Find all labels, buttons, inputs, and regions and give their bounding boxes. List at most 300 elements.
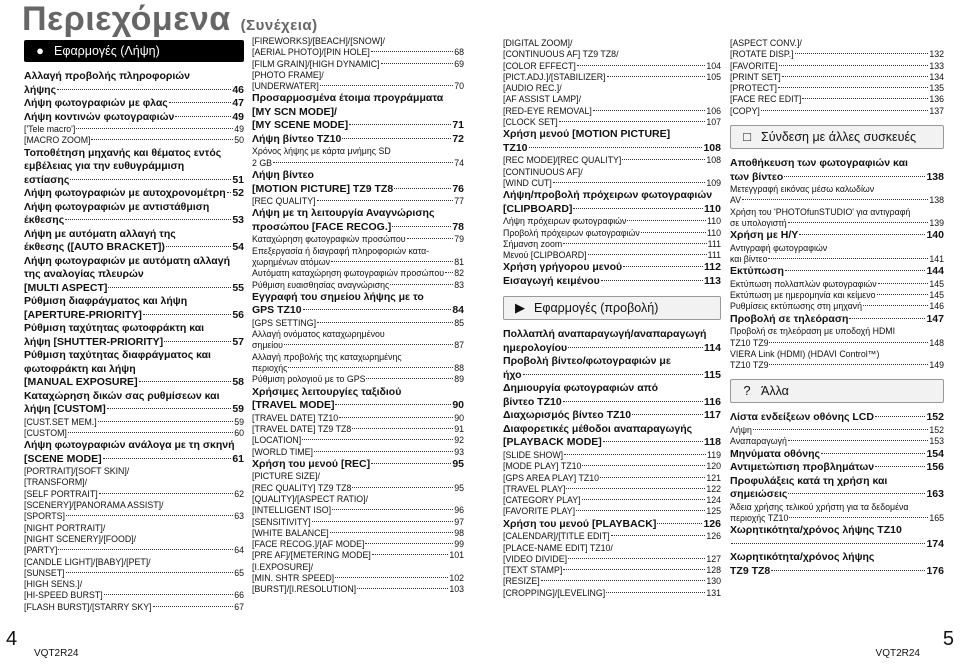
toc-entry: [730, 502, 944, 513]
dot-leader: [390, 284, 453, 285]
dot-leader: [563, 569, 705, 570]
toc-page-number: 131: [706, 587, 721, 598]
toc-page-number: 49: [232, 110, 244, 123]
dot-leader: [799, 234, 925, 235]
toc-entry-text: Λήψη φωτογραφιών με αντιστάθμιση: [24, 200, 210, 213]
toc-entry-text: σημείου: [252, 340, 283, 351]
toc-page-number: 74: [454, 157, 464, 168]
toc-page-number: 102: [449, 573, 464, 583]
toc-entry: [252, 340, 464, 351]
toc-entry-text: Τοποθέτηση μηχανής και θέματος εντός: [24, 146, 222, 159]
toc-entry-text: [PRE AF]/[METERING MODE]: [252, 550, 371, 561]
dot-leader: [335, 577, 448, 578]
toc-page-number: 110: [706, 227, 721, 238]
toc-entry: [252, 169, 464, 183]
toc-entry-text: Λήψη βίντεο: [252, 169, 314, 182]
toc-entry: [503, 423, 721, 437]
dot-leader: [312, 521, 454, 522]
toc-entry: [24, 124, 244, 135]
toc-entry-text: [CUSTOM]: [24, 427, 67, 438]
toc-entry-text: [GPS SETTING]: [252, 317, 317, 328]
dot-leader: [607, 76, 706, 77]
dot-leader: [302, 439, 453, 440]
dot-leader: [778, 87, 928, 88]
toc-entry: [252, 494, 464, 505]
toc-entry-text: [INTELLIGENT ISO]: [252, 505, 332, 516]
toc-entry: [252, 92, 464, 106]
toc-entry: [252, 268, 464, 279]
toc-entry: [24, 295, 244, 309]
toc-page-number: 127: [706, 553, 721, 564]
toc-entry: [503, 61, 721, 72]
dot-leader: [769, 342, 928, 343]
toc-page-number: 110: [706, 216, 721, 227]
section-header-recording: ● Εφαρμογές (Λήψη): [24, 40, 244, 62]
dot-leader: [632, 414, 703, 415]
toc-entry-text: Καταχώρηση δικών σας ρυθμίσεων και: [24, 389, 220, 402]
toc-entry: [24, 590, 244, 601]
toc-entry: [24, 135, 244, 146]
toc-entry-text: Ρυθμίσεις εκτύπωσης στη μηχανή: [730, 301, 862, 312]
dot-leader: [577, 65, 705, 66]
toc-entry-text: ήχο: [503, 368, 522, 381]
toc-entry-text: [MOTION PICTURE] TZ9 TZ8: [252, 182, 394, 195]
toc-entry-text: Λήψη κοντινών φωτογραφιών: [24, 110, 175, 123]
dot-leader: [153, 606, 234, 607]
toc-list: [730, 157, 944, 371]
dot-leader: [582, 465, 705, 466]
toc-entry-text: TZ9 TZ8: [730, 564, 771, 577]
toc-entry: [730, 243, 944, 254]
dot-leader: [627, 220, 706, 221]
dot-leader: [789, 517, 928, 518]
dot-leader: [601, 280, 703, 281]
toc-entry: [24, 579, 244, 590]
toc-entry-text: [WHITE BALANCE]: [252, 527, 329, 538]
toc-entry: [24, 174, 244, 188]
toc-entry-text: [MY SCN MODE]/: [252, 105, 337, 118]
toc-page-number: 135: [929, 83, 944, 94]
toc-page-number: 130: [706, 576, 721, 587]
toc-entry-text: TZ10 TZ9: [730, 360, 769, 371]
toc-page-number: 84: [452, 304, 464, 317]
toc-entry: [252, 196, 464, 207]
toc-entry: [24, 376, 244, 390]
toc-entry-text: [PORTRAIT]/[SOFT SKIN]/: [24, 466, 130, 477]
dot-leader: [175, 116, 231, 117]
toc-entry-text: [I.EXPOSURE]/: [252, 561, 314, 572]
toc-page-number: 136: [929, 94, 944, 105]
toc-entry-text: των βίντεο: [730, 170, 784, 183]
toc-entry-text: [PRINT SET]: [730, 71, 781, 82]
toc-entry-text: [PLAYBACK MODE]: [503, 436, 602, 449]
toc-entry: [252, 106, 464, 120]
dot-leader: [371, 463, 451, 464]
toc-entry: [24, 511, 244, 522]
dot-leader: [523, 374, 704, 375]
dot-leader: [108, 287, 231, 288]
dot-leader: [657, 523, 702, 524]
toc-entry-text: [SUNSET]: [24, 567, 65, 578]
toc-entry-text: έκθεσης ([AUTO BRACKET]): [24, 241, 165, 254]
dot-leader: [863, 305, 928, 306]
dot-leader: [563, 401, 703, 402]
toc-page-number: 140: [926, 229, 944, 242]
toc-entry: [503, 588, 721, 599]
toc-entry: [24, 403, 244, 417]
toc-entry-text: Λήψη βίντεο TZ10: [252, 132, 342, 145]
toc-entry: [24, 322, 244, 336]
toc-entry: [730, 157, 944, 171]
dot-leader: [365, 543, 453, 544]
toc-entry-text: [SPORTS]: [24, 511, 65, 522]
dot-leader: [164, 341, 231, 342]
toc-entry-text: [SELF PORTRAIT]: [24, 488, 98, 499]
toc-entry: [24, 268, 244, 282]
dot-leader: [273, 162, 453, 163]
toc-entry-text: Ρύθμιση διαφράγματος και λήψη: [24, 295, 188, 308]
toc-page-number: 126: [706, 531, 721, 542]
toc-entry: [730, 448, 944, 462]
toc-entry: [503, 189, 721, 203]
toc-page-number: 55: [232, 281, 244, 294]
toc-entry: [730, 83, 944, 94]
dot-leader: [582, 499, 706, 500]
toc-entry-text: AV: [730, 195, 742, 206]
toc-entry-text: [COPY]: [730, 105, 760, 116]
toc-entry-text: [CALENDAR]/[TITLE EDIT]: [503, 531, 610, 542]
dot-leader: [559, 121, 706, 122]
dot-leader: [58, 549, 233, 550]
toc-entry-text: Χωρητικότητα/χρόνος λήψης: [730, 551, 875, 564]
toc-entry: [503, 250, 721, 261]
toc-list: [252, 36, 464, 596]
toc-entry-text: [CUST.SET MEM.]: [24, 416, 97, 427]
dot-leader: [76, 128, 233, 129]
dot-leader: [366, 378, 453, 379]
toc-entry: [252, 352, 464, 363]
toc-entry-text: [UNDERWATER]: [252, 81, 319, 92]
dot-leader: [57, 89, 231, 90]
toc-page-number: 57: [232, 335, 244, 348]
toc-entry: [24, 336, 244, 350]
toc-entry: [252, 399, 464, 413]
toc-entry-text: [PARTY]: [24, 545, 58, 556]
dot-leader: [68, 432, 233, 433]
toc-entry-text: Λίστα ενδείξεων οθόνης LCD: [730, 411, 874, 424]
toc-entry-text: [REC QUALITY]: [252, 196, 316, 207]
toc-entry: [252, 234, 464, 245]
dot-leader: [445, 272, 453, 273]
toc-entry: [252, 70, 464, 81]
toc-entry-text: περιοχής TZ10: [730, 512, 789, 523]
dot-leader: [66, 572, 234, 573]
toc-entry-text: [FIREWORKS]/[BEACH]/[SNOW]/: [252, 36, 385, 46]
dot-leader: [606, 592, 705, 593]
dot-leader: [352, 487, 453, 488]
dot-leader: [107, 408, 232, 409]
dot-leader: [779, 65, 929, 66]
toc-page-number: 118: [704, 436, 721, 449]
toc-entry: [730, 513, 944, 524]
toc-entry-text: λήψη [CUSTOM]: [24, 403, 106, 416]
toc-entry-text: [WORLD TIME]: [252, 446, 313, 457]
toc-page-number: 138: [929, 195, 944, 206]
toc-entry: [730, 565, 944, 579]
dot-leader: [394, 188, 451, 189]
toc-entry: [252, 280, 464, 291]
toc-page-number: 141: [929, 254, 944, 265]
toc-entry-text: εμβέλειας για την ευθυγράμμιση: [24, 160, 185, 173]
dot-leader: [600, 477, 705, 478]
toc-page-number: 60: [234, 427, 244, 438]
toc-entry-text: Χρήση γρήγορου μενού: [503, 261, 623, 274]
toc-entry: [24, 428, 244, 439]
toc-page-number: 176: [926, 564, 944, 577]
toc-entry-text: [LOCATION]: [252, 435, 302, 446]
toc-entry: [24, 523, 244, 534]
dot-leader: [768, 258, 928, 259]
dot-leader: [288, 367, 453, 368]
page-number-left: 4: [6, 628, 18, 650]
toc-entry: [503, 128, 721, 142]
toc-page-number: 91: [454, 423, 464, 434]
toc-entry: [730, 279, 944, 290]
toc-column-3: [503, 38, 721, 599]
dot-leader: [877, 294, 929, 295]
toc-entry: [252, 47, 464, 58]
toc-entry: [252, 562, 464, 573]
toc-entry: [252, 221, 464, 235]
toc-page-number: 165: [929, 512, 944, 523]
toc-entry: [24, 390, 244, 404]
toc-entry: [503, 369, 721, 383]
toc-entry: [252, 257, 464, 268]
toc-entry: [24, 309, 244, 323]
toc-page-number: 121: [706, 472, 721, 483]
toc-entry: [24, 466, 244, 477]
dot-leader: [66, 515, 233, 516]
toc-entry: [252, 36, 464, 47]
toc-entry-text: Χρήση με Η/Υ: [730, 229, 799, 242]
toc-page-number: 134: [929, 71, 944, 82]
toc-entry: [503, 228, 721, 239]
toc-entry-text: Προβολή βίντεο/φωτογραφιών με: [503, 355, 671, 368]
toc-entry-text: [PICT.ADJ.]/[STABILIZER]: [503, 71, 606, 82]
toc-page-number: 152: [926, 411, 944, 424]
toc-entry-text: [NIGHT PORTRAIT]/: [24, 522, 106, 533]
toc-entry: [252, 584, 464, 595]
toc-entry: [730, 313, 944, 327]
toc-page-number: 147: [926, 312, 944, 325]
toc-entry: [503, 484, 721, 495]
toc-entry-text: προσώπου [FACE RECOG.]: [252, 220, 392, 233]
toc-entry: [503, 38, 721, 49]
toc-entry: [730, 301, 944, 312]
toc-entry-text: έκθεσης: [24, 214, 65, 227]
toc-entry: [252, 81, 464, 92]
toc-entry: [503, 83, 721, 94]
toc-entry-text: [PICTURE SIZE]/: [252, 471, 320, 482]
toc-entry-text: [FILM GRAIN]/[HIGH DYNAMIC]: [252, 58, 380, 69]
toc-page-number: 46: [232, 83, 244, 96]
toc-entry-text: [CONTINUOUS AF] TZ9 TZ8/: [503, 49, 619, 60]
dot-leader: [742, 199, 928, 200]
toc-entry-text: Άδεια χρήσης τελικού χρήστη για τα δεδομένα: [730, 501, 909, 512]
toc-entry: [24, 228, 244, 242]
toc-entry-text: Λήψη φωτογραφιών με αυτόματη αλλαγή: [24, 254, 231, 267]
toc-entry: [252, 505, 464, 516]
toc-page-number: 105: [706, 71, 721, 82]
toc-entry-text: Χρόνος λήψης με κάρτα μνήμης SD: [252, 146, 391, 157]
toc-page-number: 119: [706, 449, 721, 460]
toc-entry-text: Αυτόματη καταχώρηση φωτογραφιών προσώπου: [252, 268, 445, 279]
dot-leader: [407, 238, 454, 239]
toc-entry-text: [SLIDE SHOW]: [503, 449, 564, 460]
toc-entry-text: Λήψη πρόχειρων φωτογραφιών: [503, 216, 627, 227]
toc-entry: [503, 72, 721, 83]
toc-entry: [503, 576, 721, 587]
dot-leader: [603, 441, 703, 442]
toc-entry-text: Προβολή σε τηλεόραση με υποδοχή HDMI: [730, 326, 896, 337]
toc-entry: [503, 461, 721, 472]
toc-page-number: 138: [926, 170, 944, 183]
dot-leader: [332, 509, 453, 510]
toc-entry-text: ['Tele macro']: [24, 124, 76, 134]
toc-entry: [730, 106, 944, 117]
toc-entry: [730, 436, 944, 447]
toc-page-number: 63: [234, 511, 244, 522]
toc-entry-text: [PHOTO FRAME]/: [252, 69, 324, 80]
toc-entry-text: Προφυλάξεις κατά τη χρήση και: [730, 474, 888, 487]
toc-entry: [252, 133, 464, 147]
dot-leader: [317, 200, 454, 201]
toc-page-number: 108: [703, 141, 721, 154]
page-title: [22, 0, 318, 39]
toc-page-number: 90: [454, 412, 464, 423]
dot-leader: [802, 98, 928, 99]
toc-page-number: 54: [232, 241, 244, 254]
toc-entry: [252, 424, 464, 435]
toc-column-2: [252, 36, 464, 596]
toc-page-number: 67: [234, 601, 244, 612]
toc-entry: [252, 304, 464, 318]
toc-entry-text: [SENSITIVITY]: [252, 516, 311, 527]
dot-leader: [564, 454, 706, 455]
toc-entry: [24, 534, 244, 545]
toc-entry: [730, 61, 944, 72]
dot-leader: [143, 314, 231, 315]
toc-page-number: 115: [704, 368, 721, 381]
toc-page-number: 152: [929, 424, 944, 435]
toc-entry-text: Λήψη με αυτόματη αλλαγή της: [24, 227, 176, 240]
toc-entry-text: [TRAVEL MODE]: [252, 399, 335, 412]
page-subtitle: (Συνέχεια): [240, 17, 318, 34]
toc-page-number: 148: [929, 337, 944, 348]
toc-entry-text: [CLOCK SET]: [503, 117, 558, 128]
toc-entry-text: TZ10: [503, 141, 528, 154]
toc-entry: [252, 146, 464, 157]
toc-entry-text: [QUALITY]/[ASPECT RATIO]/: [252, 493, 369, 504]
toc-entry: [252, 183, 464, 197]
toc-page-number: 81: [454, 256, 464, 267]
toc-page-number: 68: [454, 47, 464, 58]
toc-page-number: 139: [929, 217, 944, 228]
toc-entry-text: [FACE RECOG.]/[AF MODE]: [252, 539, 365, 550]
dot-leader: [372, 554, 449, 555]
toc-entry: [252, 207, 464, 221]
toc-entry: [730, 290, 944, 301]
toc-page-number: 117: [704, 409, 721, 422]
toc-entry-text: Εισαγωγή κειμένου: [503, 274, 600, 287]
toc-page-number: 85: [454, 317, 464, 328]
dot-leader: [227, 192, 232, 193]
toc-entry-text: Αλλαγή προβολής πληροφοριών: [24, 70, 191, 82]
toc-page-number: 98: [454, 527, 464, 538]
toc-column-1: [24, 40, 244, 613]
toc-entry-text: [CLIPBOARD]: [503, 202, 573, 215]
toc-entry: [24, 201, 244, 215]
toc-page-number: 77: [454, 196, 464, 207]
dot-leader: [593, 110, 706, 111]
toc-entry: [24, 160, 244, 174]
toc-list: [730, 411, 944, 578]
toc-entry: [503, 275, 721, 289]
toc-entry: [252, 528, 464, 539]
toc-entry-text: Δημιουργία φωτογραφιών από: [503, 382, 659, 395]
toc-entry-text: Προβολή σε τηλεόραση: [730, 312, 849, 325]
toc-entry: [252, 550, 464, 561]
toc-entry: [503, 495, 721, 506]
toc-entry: [503, 94, 721, 105]
toc-entry: [730, 551, 944, 565]
dot-leader: [169, 102, 232, 103]
toc-entry-text: [MY SCENE MODE]: [252, 119, 349, 132]
toc-list: [24, 70, 244, 613]
toc-page-number: 83: [454, 279, 464, 290]
toc-entry-text: της αναλογίας πλευρών: [24, 268, 144, 281]
toc-entry-text: [AUDIO REC.]/: [503, 83, 562, 94]
toc-entry-text: Λήψη: [730, 424, 752, 435]
dot-leader: [349, 124, 451, 125]
toc-page-number: 79: [454, 234, 464, 245]
toc-page-number: 71: [452, 119, 464, 132]
toc-entry-text: Προσαρμοσμένα έτοιμα προγράμματα: [252, 92, 444, 105]
toc-entry-text: Χρήση του μενού [REC]: [252, 457, 371, 470]
toc-entry-text: Αναπαραγωγή: [730, 436, 787, 447]
toc-entry: [252, 363, 464, 374]
toc-page-number: 112: [704, 261, 721, 274]
toc-entry: [252, 539, 464, 550]
toc-entry-text: Αποθήκευση των φωτογραφιών και: [730, 157, 908, 170]
toc-entry-text: σημειώσεις: [730, 488, 788, 501]
dot-leader: [139, 381, 232, 382]
toc-page-number: 133: [929, 60, 944, 71]
toc-entry-text: και βίντεο: [730, 254, 768, 265]
toc-page-number: 87: [454, 340, 464, 351]
toc-entry-text: [RED-EYE REMOVAL]: [503, 105, 592, 116]
toc-entry: [730, 229, 944, 243]
toc-entry-text: Εκτύπωση πολλαπλών φωτογραφιών: [730, 278, 877, 289]
toc-page-number: 145: [929, 290, 944, 301]
toc-entry: [730, 195, 944, 206]
dot-leader: [568, 347, 703, 348]
section-header-other: ? Άλλα: [730, 379, 944, 403]
toc-entry: [730, 349, 944, 360]
toc-entry-text: [ROTATE DISP.]: [730, 49, 794, 60]
toc-entry: [252, 458, 464, 472]
toc-page-number: 59: [232, 403, 244, 416]
